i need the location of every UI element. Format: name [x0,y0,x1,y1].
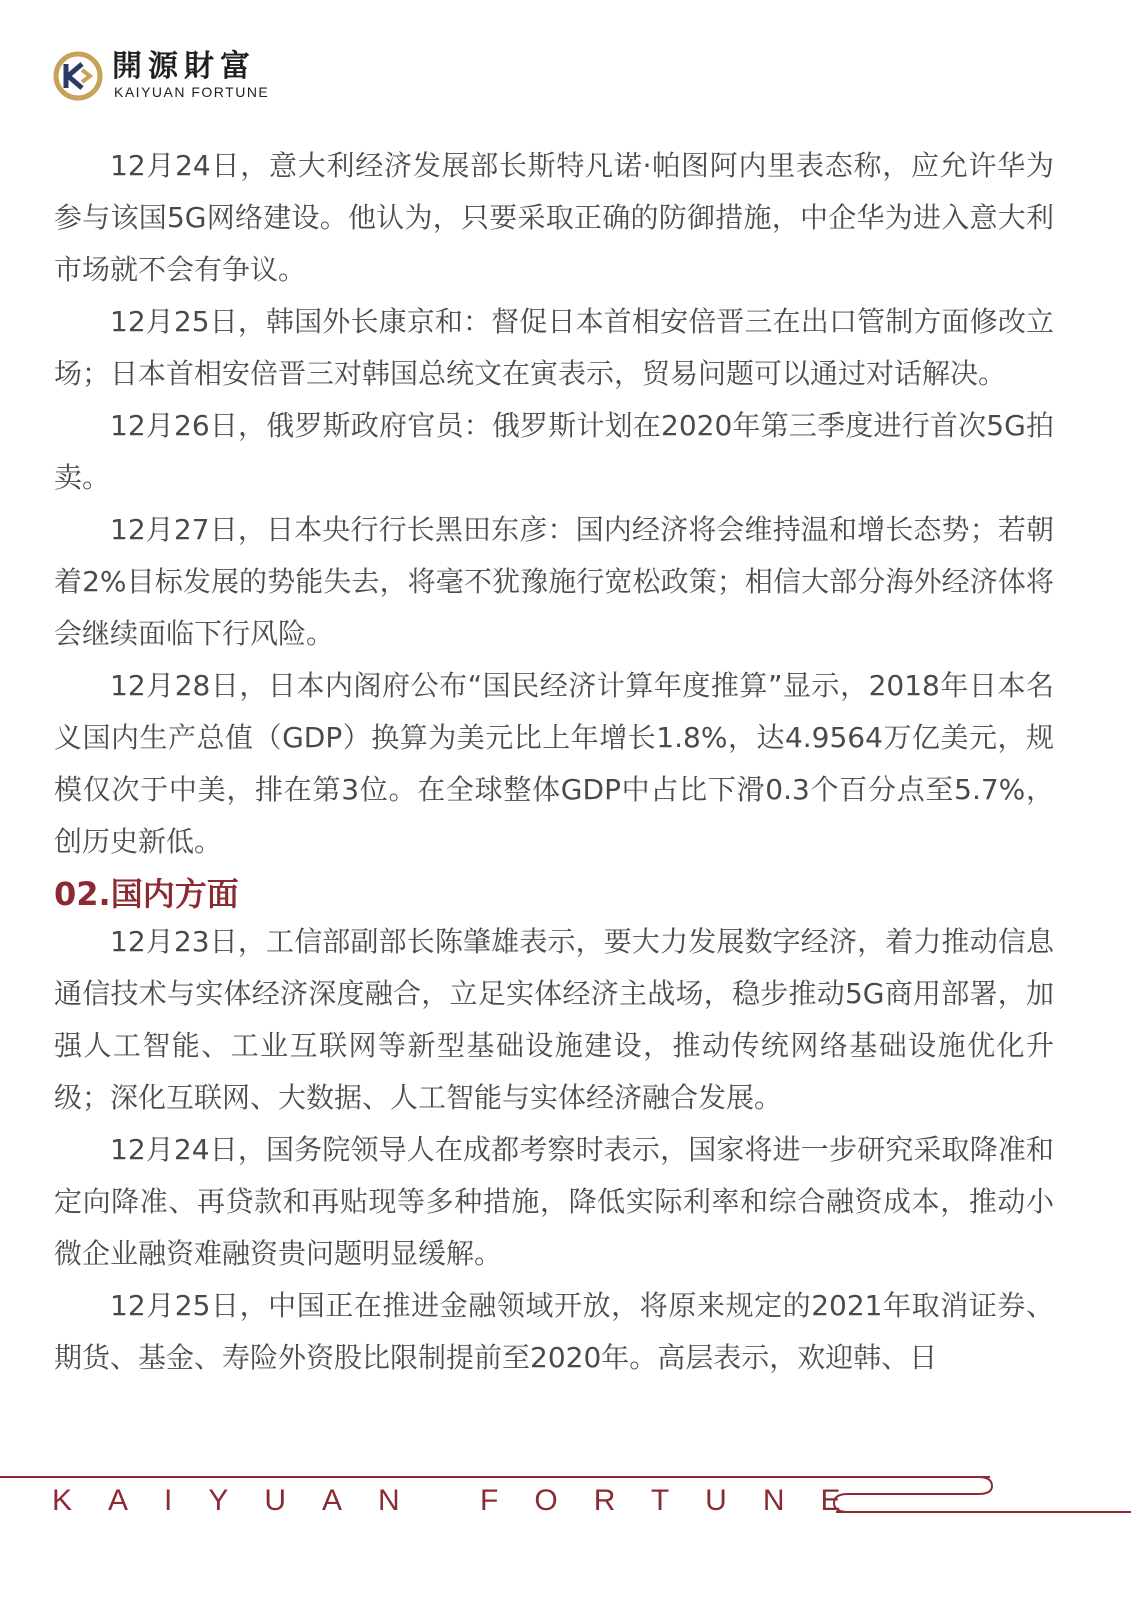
paragraph: 12月27日，日本央行行长黑田东彦：国内经济将会维持温和增长态势；若朝着2%目标发展的势能失去，将毫不犹豫施行宽松政策；相信大部分海外经济体将会继续面临下行风险。 [54,513,1054,650]
footer-divider-lower [836,1511,1131,1513]
kaiyuan-logo-icon [52,50,104,102]
brand-header [52,48,452,108]
brand-name-en: KAIYUAN FORTUNE [114,84,270,100]
brand-name-cn: 開源財富 [112,49,256,84]
paragraph: 12月28日，日本内阁府公布“国民经济计算年度推算”显示，2018年日本名义国内生产总值（GDP）换算为美元比上年增长1.8%，达4.9564万亿美元，规模仅次于中美，排在第3位。在全球整体GDP中占比下滑0.3个百分点至5.7%，创历史新低。 [54,669,1054,858]
paragraph: 12月23日，工信部副部长陈肇雄表示，要大力发展数字经济，着力推动信息通信技术与实体经济深度融合，立足实体经济主战场，稳步推动5G商用部署，加强人工智能、工业互联网等新型基础设施建设，推动传统网络基础设施优化升级；深化互联网、大数据、人工智能与实体经济融合发展。 [54,925,1054,1114]
paragraph: 12月24日，国务院领导人在成都考察时表示，国家将进一步研究采取降准和定向降准、再贷款和再贴现等多种措施，降低实际利率和综合融资成本，推动小微企业融资难融资贵问题明显缓解。 [54,1133,1054,1270]
paragraph: 12月26日，俄罗斯政府官员：俄罗斯计划在2020年第三季度进行首次5G拍卖。 [54,409,1054,494]
paragraph: 12月24日，意大利经济发展部长斯特凡诺·帕图阿内里表态称，应允许华为参与该国5G网络建设。他认为，只要采取正确的防御措施，中企华为进入意大利市场就不会有争议。 [54,149,1054,286]
paragraph: 12月25日，韩国外长康京和：督促日本首相安倍晋三在出口管制方面修改立场；日本首相安倍晋三对韩国总统文在寅表示，贸易问题可以通过对话解决。 [54,305,1054,390]
paragraph: 12月25日，中国正在推进金融领域开放，将原来规定的2021年取消证券、期货、基金、寿险外资股比限制提前至2020年。高层表示，欢迎韩、日 [54,1289,1054,1374]
document-body [54,140,1054,1384]
footer-brand: KAIYUAN FORTUNE [52,1484,877,1517]
section-title: 02.国内方面 [54,875,239,913]
